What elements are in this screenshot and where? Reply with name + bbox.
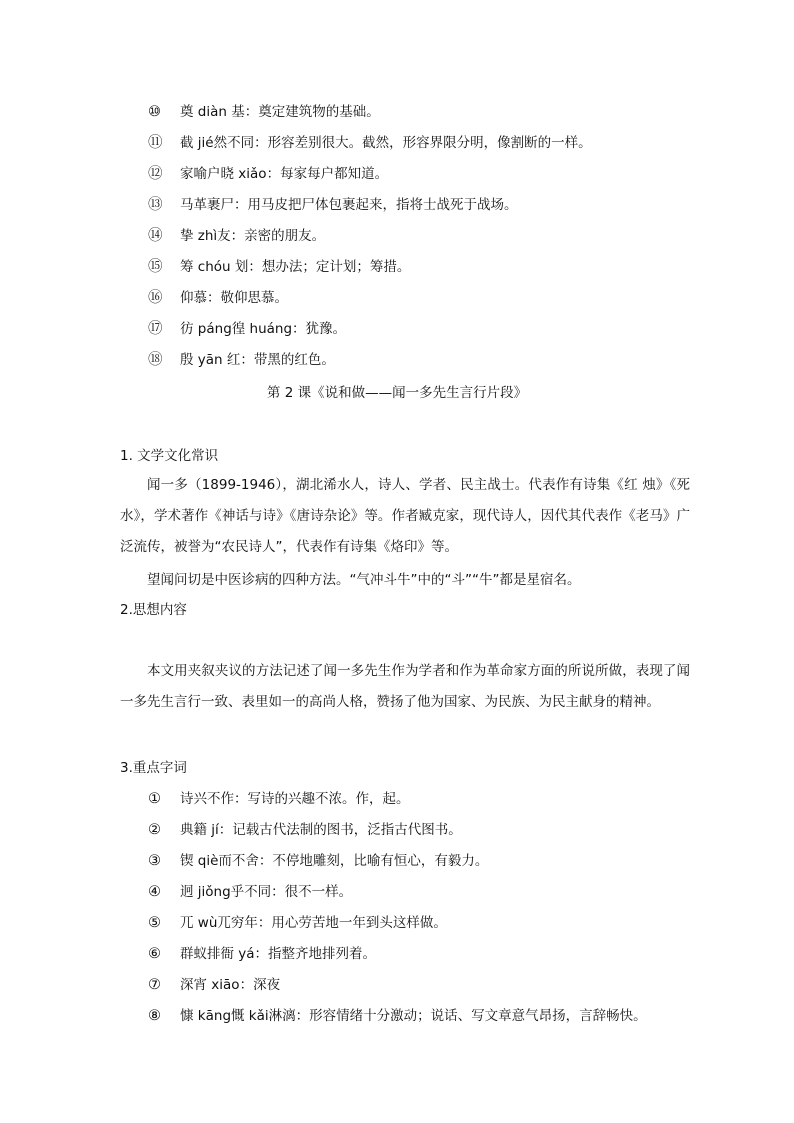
item-text: 彷 páng徨 huáng：犹豫。 <box>180 321 347 337</box>
item-text: 典籍 jí：记载古代法制的图书，泛指古代图书。 <box>180 822 462 838</box>
list-item <box>148 974 280 996</box>
item-text: 筹 chóu 划：想办法；定计划；筹措。 <box>180 259 411 275</box>
list-item <box>148 912 447 934</box>
item-text: 迥 jiǒng乎不同：很不一样。 <box>180 884 353 900</box>
list-item <box>148 132 592 154</box>
item-text: 奠 diàn 基：奠定建筑物的基础。 <box>180 104 380 120</box>
item-text: 深宵 xiāo：深夜 <box>180 977 281 993</box>
item-text: 马革裹尸：用马皮把尸体包裹起来，指将士战死于战场。 <box>180 197 518 213</box>
item-number: ⑤ <box>148 915 161 931</box>
item-number: ⑪ <box>148 135 163 151</box>
item-number: ⑫ <box>148 166 163 182</box>
item-text: 慷 kāng慨 kǎi淋漓：形容情绪十分激动；说话、写文章意气昂扬，言辞畅快。 <box>180 1008 647 1024</box>
list-item <box>148 256 410 278</box>
list-item <box>148 163 388 185</box>
item-text: 兀 wù兀穷年：用心劳苦地一年到头这样做。 <box>180 915 447 931</box>
item-text: 仰慕：敬仰思慕。 <box>180 290 288 306</box>
item-number: ⑬ <box>148 197 163 213</box>
item-text: 截 jié然不同：形容差别很大。截然，形容界限分明，像割断的一样。 <box>180 135 592 151</box>
item-text: 锲 qiè而不舍：不停地雕刻，比喻有恒心，有毅力。 <box>180 853 489 869</box>
list-item <box>148 349 335 371</box>
list-item <box>148 788 410 810</box>
item-text: 家喻户晓 xiǎo：每家每户都知道。 <box>180 166 389 182</box>
list-item <box>148 225 325 247</box>
list-item <box>148 819 462 841</box>
lesson-title: 第 2 课《说和做——闻一多先生言行片段》 <box>266 385 528 401</box>
section-heading: 2.思想内容 <box>120 602 187 618</box>
item-number: ③ <box>148 853 161 869</box>
item-number: ⑧ <box>148 1008 161 1024</box>
section-heading: 1. 文学文化常识 <box>120 448 219 464</box>
item-number: ⑮ <box>148 259 163 275</box>
list-item <box>148 194 518 216</box>
item-number: ⑱ <box>148 352 163 368</box>
paragraph-tcm-note: 望闻问切是中医诊病的四种方法。“气冲斗牛”中的“斗”“牛”都是星宿名。 <box>147 572 581 588</box>
item-text: 诗兴不作：写诗的兴趣不浓。作，起。 <box>180 791 410 807</box>
item-number: ④ <box>148 884 161 900</box>
paragraph-main-idea: 本文用夹叙夹议的方法记述了闻一多先生作为学者和作为革命家方面的所说所做，表现了闻一多先生言行一致、表里如一的高尚人格，赞扬了他为国家、为民族、为民主献身的精神。 <box>120 663 690 710</box>
section-heading: 3.重点字词 <box>120 760 187 776</box>
list-item <box>148 943 376 965</box>
item-number: ① <box>148 791 161 807</box>
paragraph-author-info: 闻一多（1899-1946），湖北浠水人，诗人、学者、民主战士。代表作有诗集《红 烛》《死水》，学术著作《神话与诗》《唐诗杂论》等。作者臧克家，现代诗人，因代其代表作《老马》广泛流传，被誉为“农民诗人”，代表作有诗集《烙印》等。 <box>120 477 690 555</box>
item-text: 殷 yān 红：带黑的红色。 <box>180 352 335 368</box>
item-number: ⑦ <box>148 977 161 993</box>
item-number: ⑯ <box>148 290 163 306</box>
list-item <box>148 101 380 123</box>
item-text: 群蚁排衙 yá：指整齐地排列着。 <box>180 946 377 962</box>
list-item <box>148 1005 647 1027</box>
item-number: ⑥ <box>148 946 161 962</box>
list-item <box>148 318 346 340</box>
list-item <box>148 850 488 872</box>
item-number: ⑰ <box>148 321 163 337</box>
item-number: ⑩ <box>148 104 161 120</box>
item-number: ② <box>148 822 161 838</box>
item-text: 挚 zhì友：亲密的朋友。 <box>180 228 326 244</box>
list-item <box>148 881 352 903</box>
list-item <box>148 287 288 309</box>
item-number: ⑭ <box>148 228 163 244</box>
